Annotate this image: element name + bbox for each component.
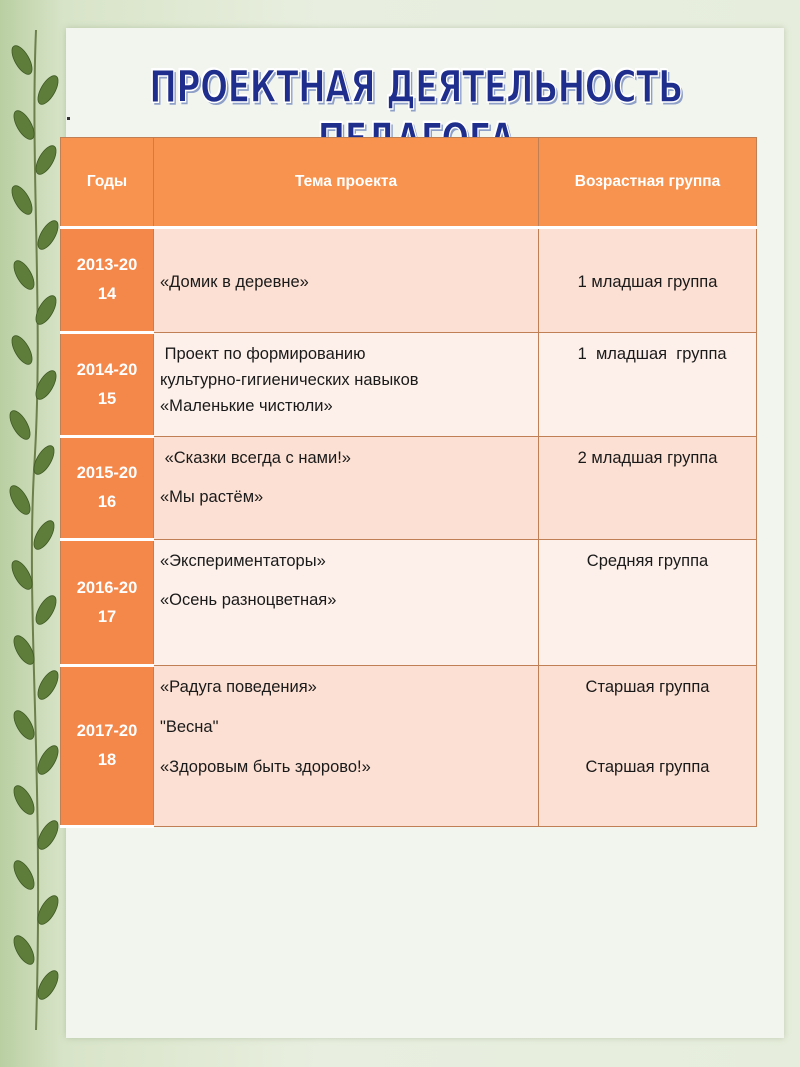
year-cell: 2015-20 16 bbox=[61, 437, 154, 540]
year-cell: 2014-20 15 bbox=[61, 333, 154, 437]
topic-cell: «Домик в деревне» bbox=[154, 228, 539, 333]
topic-cell: «Сказки всегда с нами!» «Мы растём» bbox=[154, 437, 539, 540]
page-title: ПРОЕКТНАЯ ДЕЯТЕЛЬНОСТЬ bbox=[149, 60, 683, 113]
bullet-dot bbox=[67, 117, 70, 120]
table-row bbox=[61, 540, 757, 666]
group-cell: Старшая группа Старшая группа bbox=[539, 666, 757, 827]
table-row bbox=[61, 437, 757, 540]
year-cell: 2016-20 17 bbox=[61, 540, 154, 666]
table-row bbox=[61, 228, 757, 333]
group-cell: 1 младшая группа bbox=[539, 228, 757, 333]
header-years: Годы bbox=[61, 138, 154, 228]
year-cell: 2017-20 18 bbox=[61, 666, 154, 827]
header-topic: Тема проекта bbox=[154, 138, 539, 228]
table-header-row bbox=[61, 138, 757, 228]
topic-cell: Проект по формированию культурно-гигиенических навыков «Маленькие чистюли» bbox=[154, 333, 539, 437]
group-cell: 1 младшая группа bbox=[539, 333, 757, 437]
table-row bbox=[61, 333, 757, 437]
topic-cell: «Экспериментаторы» «Осень разноцветная» bbox=[154, 540, 539, 666]
group-cell: Средняя группа bbox=[539, 540, 757, 666]
topic-cell: «Радуга поведения» "Весна" «Здоровым быть здорово!» bbox=[154, 666, 539, 827]
header-age-group: Возрастная группа bbox=[539, 138, 757, 228]
group-cell: 2 младшая группа bbox=[539, 437, 757, 540]
year-cell: 2013-20 14 bbox=[61, 228, 154, 333]
projects-table bbox=[60, 137, 757, 828]
table-row bbox=[61, 666, 757, 827]
